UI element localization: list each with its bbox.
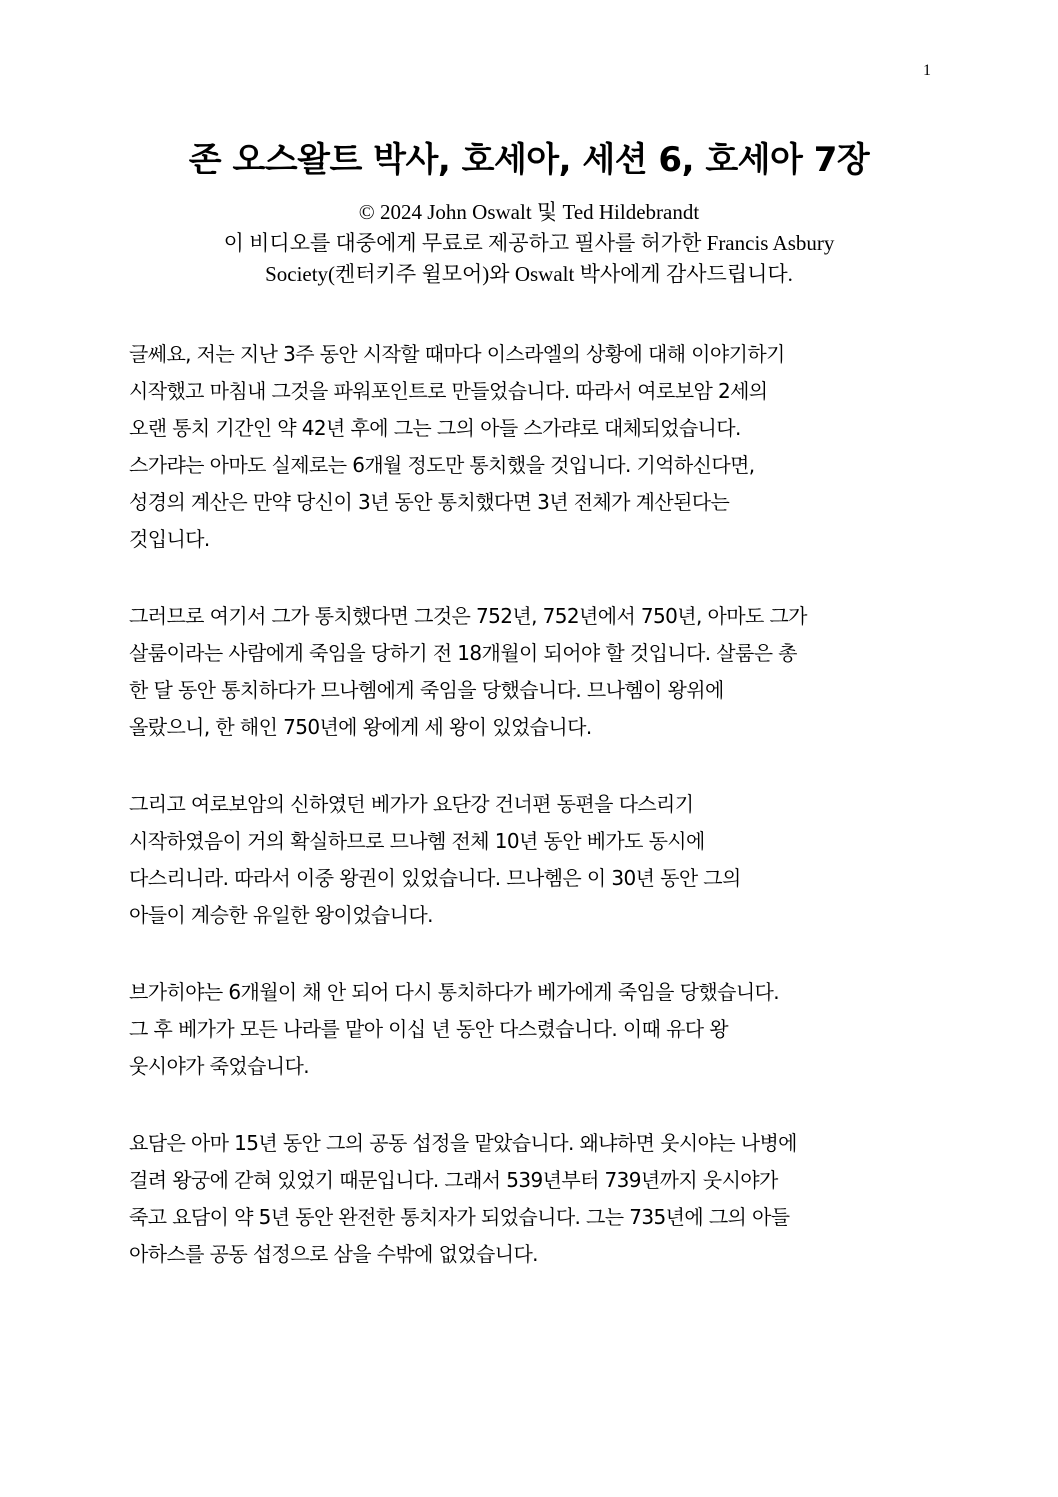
paragraph bbox=[129, 974, 941, 1085]
text-line: 살룸이라는 사람에게 죽임을 당하기 전 18개월이 되어야 할 것입니다. 살룸은 총 bbox=[129, 641, 797, 665]
acknowledgment-line-1: 이 비디오를 대중에게 무료로 제공하고 필사를 허가한 Francis Asbury bbox=[223, 231, 835, 255]
text-line: 죽고 요담이 약 5년 동안 완전한 통치자가 되었습니다. 그는 735년에 그의 아들 bbox=[129, 1205, 790, 1229]
text-line: 글쎄요, 저는 지난 3주 동안 시작할 때마다 이스라엘의 상황에 대해 이야기하기 bbox=[129, 342, 785, 366]
text-line: 그 후 베가가 모든 나라를 맡아 이십 년 동안 다스렸습니다. 이때 유다 왕 bbox=[129, 1017, 729, 1041]
document-body bbox=[129, 336, 941, 1313]
text-line: 웃시야가 죽었습니다. bbox=[129, 1054, 309, 1078]
text-line: 그러므로 여기서 그가 통치했다면 그것은 752년, 752년에서 750년, 아마도 그가 bbox=[129, 604, 807, 628]
document-title: 존 오스왈트 박사, 호세아, 세션 6, 호세아 7장 bbox=[188, 140, 870, 180]
text-line: 스가랴는 아마도 실제로는 6개월 정도만 통치했을 것입니다. 기억하신다면, bbox=[129, 453, 755, 477]
paragraph bbox=[129, 598, 941, 746]
text-line: 시작하였음이 거의 확실하므로 므나헴 전체 10년 동안 베가도 동시에 bbox=[129, 829, 705, 853]
document-header bbox=[150, 197, 908, 290]
paragraph bbox=[129, 1125, 941, 1273]
text-line: 걸려 왕궁에 갇혀 있었기 때문입니다. 그래서 539년부터 739년까지 웃시야가 bbox=[129, 1168, 778, 1192]
text-line: 아들이 계승한 유일한 왕이었습니다. bbox=[129, 903, 433, 927]
page-number: 1 bbox=[923, 62, 931, 79]
text-line: 성경의 계산은 만약 당신이 3년 동안 통치했다면 3년 전체가 계산된다는 bbox=[129, 490, 730, 514]
text-line: 브가히야는 6개월이 채 안 되어 다시 통치하다가 베가에게 죽임을 당했습니다. bbox=[129, 980, 780, 1004]
paragraph bbox=[129, 786, 941, 934]
text-line: 시작했고 마침내 그것을 파워포인트로 만들었습니다. 따라서 여로보암 2세의 bbox=[129, 379, 768, 403]
text-line: 그리고 여로보암의 신하였던 베가가 요단강 건너편 동편을 다스리기 bbox=[129, 792, 694, 816]
text-line: 한 달 동안 통치하다가 므나헴에게 죽임을 당했습니다. 므나헴이 왕위에 bbox=[129, 678, 724, 702]
text-line: 올랐으니, 한 해인 750년에 왕에게 세 왕이 있었습니다. bbox=[129, 715, 592, 739]
text-line: 것입니다. bbox=[129, 527, 210, 551]
paragraph bbox=[129, 336, 941, 558]
text-line: 다스리니라. 따라서 이중 왕권이 있었습니다. 므나헴은 이 30년 동안 그의 bbox=[129, 866, 741, 890]
text-line: 요담은 아마 15년 동안 그의 공동 섭정을 맡았습니다. 왜냐하면 웃시야는 나병에 bbox=[129, 1131, 797, 1155]
acknowledgment-line-2: Society(켄터키주 윌모어)와 Oswalt 박사에게 감사드립니다. bbox=[265, 262, 793, 286]
text-line: 오랜 통치 기간인 약 42년 후에 그는 그의 아들 스가랴로 대체되었습니다. bbox=[129, 416, 741, 440]
copyright-line: © 2024 John Oswalt 및 Ted Hildebrandt bbox=[358, 200, 700, 224]
text-line: 아하스를 공동 섭정으로 삼을 수밖에 없었습니다. bbox=[129, 1242, 538, 1266]
